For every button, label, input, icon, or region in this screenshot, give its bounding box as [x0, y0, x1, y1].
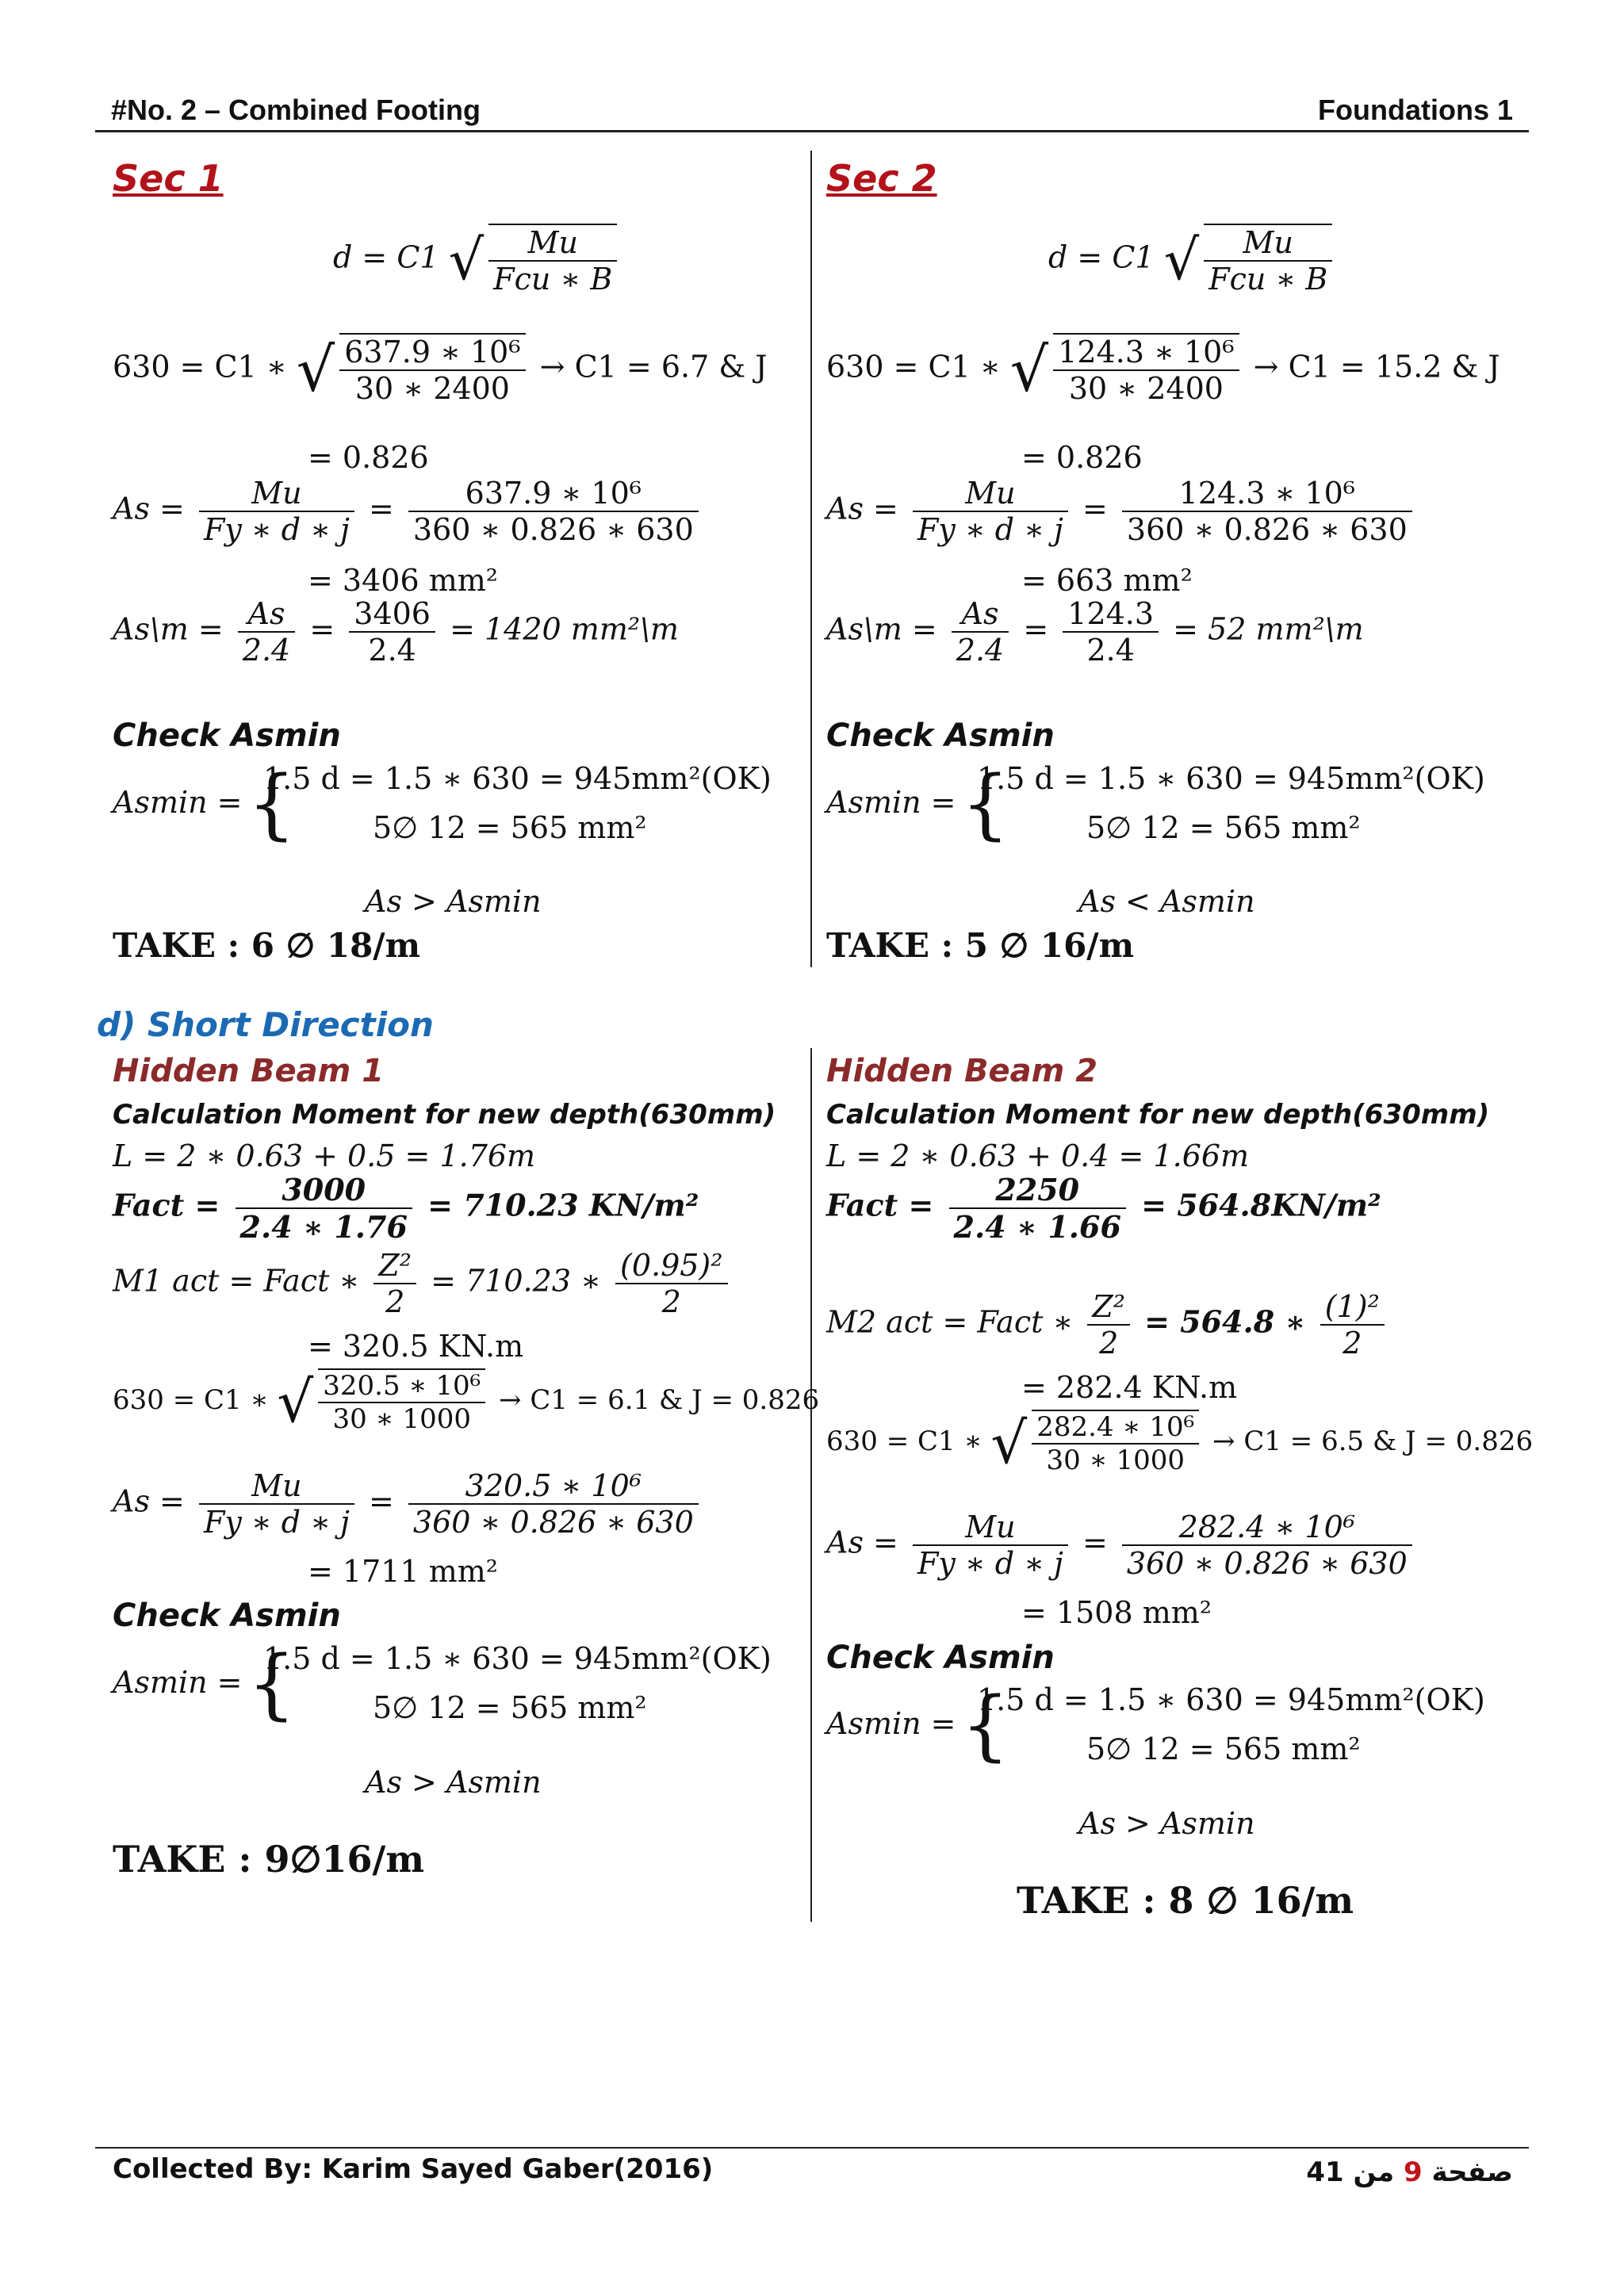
beam1-asmin-line2: 5∅ 12 = 565 mm² [373, 1690, 647, 1725]
sec2-compare: As < Asmin [1078, 884, 1255, 919]
footer-author: Collected By: Karim Sayed Gaber(2016) [113, 2153, 714, 2185]
sec2-c1-formula: 630 = C1 ∗ √ $\frac{\text{124.3 ∗ 10⁶}}{30 ∗ 2400}$ → C1 = 15.2 & J [826, 334, 1500, 406]
beam1-as-formula: As = $\frac{Mu}{Fy ∗ d ∗ j}$ = $\frac{\text{320.5 ∗ 10⁶}}{360 ∗ 0.826 ∗ 630}$ [113, 1468, 703, 1540]
footer-page-number: صفحة 9 من 41 [1306, 2156, 1513, 2188]
column-divider-top [810, 151, 812, 967]
beam2-asmin-label: Asmin = [826, 1706, 956, 1741]
sec1-title: Sec 1 [113, 157, 224, 200]
sec2-d-formula: d = C1 √ $\frac{Mu}{\text{Fcu ∗ B}}$ [1048, 224, 1337, 297]
beam1-moment-result: = 320.5 KN.m [308, 1329, 524, 1364]
beam1-fact: Fact = $\frac{3000}{2.4 ∗ 1.76}$ = 710.23 KN/m² [113, 1172, 699, 1245]
beam1-check-asmin: Check Asmin [113, 1598, 341, 1634]
sec1-asmin-line2: 5∅ 12 = 565 mm² [373, 810, 647, 845]
beam2-calc-heading: Calculation Moment for new depth(630mm) [826, 1099, 1490, 1131]
beam2-take: TAKE : 8 ∅ 16/m [1017, 1879, 1354, 1922]
sec2-as-formula: As = $\frac{Mu}{Fy ∗ d ∗ j}$ = $\frac{\text{124.3 ∗ 10⁶}}{360 ∗ 0.826 ∗ 630}$ [826, 476, 1417, 547]
beam1-as-result: = 1711 mm² [308, 1554, 499, 1589]
beam1-c1-formula: 630 = C1 ∗ √ $\frac{\text{320.5 ∗ 10⁶}}{30 ∗ 1000}$ → C1 = 6.1 & J = 0.826 [113, 1368, 820, 1435]
sec1-asmin-line1: 1.5 d = 1.5 ∗ 630 = 945mm²(OK) [263, 761, 772, 796]
column-divider-bottom [810, 1048, 812, 1922]
sec1-take: TAKE : 6 ∅ 18/m [113, 926, 421, 965]
beam1-calc-heading: Calculation Moment for new depth(630mm) [113, 1099, 776, 1131]
sec2-title: Sec 2 [826, 157, 937, 200]
beam2-check-asmin: Check Asmin [826, 1640, 1055, 1676]
beam1-asmin-line1: 1.5 d = 1.5 ∗ 630 = 945mm²(OK) [263, 1641, 772, 1676]
beam2-asmin-line1: 1.5 d = 1.5 ∗ 630 = 945mm²(OK) [977, 1682, 1485, 1717]
sec1-as-formula: As = $\frac{Mu}{Fy ∗ d ∗ j}$ = $\frac{\text{637.9 ∗ 10⁶}}{360 ∗ 0.826 ∗ 630}$ [113, 476, 703, 547]
beam2-moment: M2 act = Fact ∗ $\frac{\text{Z²}}{2}$ = 564.8 ∗ $\frac{\text{(1)²}}{2}$ [826, 1289, 1389, 1360]
sec1-as-result: = 3406 mm² [308, 563, 499, 598]
beam1-asmin-brace: { [247, 1640, 297, 1728]
sec1-d-formula: d = C1 √ $\frac{Mu}{\text{Fcu ∗ B}}$ [333, 224, 622, 297]
sec1-as-per-m: As\m = $\frac{As}{2.4}$ = $\frac{3406}{2.4}$ = 1420 mm²\m [113, 596, 679, 668]
sec1-compare: As > Asmin [365, 884, 542, 919]
sec1-c1-formula: 630 = C1 ∗ √ $\frac{\text{637.9 ∗ 10⁶}}{30 ∗ 2400}$ → C1 = 6.7 & J [113, 334, 768, 406]
header-subject: Foundations 1 [1318, 94, 1513, 126]
footer-rule [95, 2147, 1529, 2149]
beam2-asmin-line2: 5∅ 12 = 565 mm² [1086, 1732, 1361, 1766]
beam2-as-result: = 1508 mm² [1021, 1595, 1212, 1630]
beam2-c1-formula: 630 = C1 ∗ √ $\frac{\text{282.4 ∗ 10⁶}}{30 ∗ 1000}$ → C1 = 6.5 & J = 0.826 [826, 1410, 1534, 1476]
sec2-asmin-label: Asmin = [826, 785, 956, 820]
sec2-asmin-line2: 5∅ 12 = 565 mm² [1086, 810, 1361, 845]
sec1-check-asmin: Check Asmin [113, 718, 341, 754]
beam2-compare: As > Asmin [1078, 1806, 1255, 1841]
beam2-length: L = 2 ∗ 0.63 + 0.4 = 1.66m [826, 1138, 1250, 1173]
sec2-as-per-m: As\m = $\frac{As}{2.4}$ = $\frac{124.3}{2.4}$ = 52 mm²\m [826, 596, 1364, 668]
beam1-compare: As > Asmin [365, 1765, 542, 1800]
beam2-as-formula: As = $\frac{Mu}{Fy ∗ d ∗ j}$ = $\frac{\text{282.4 ∗ 10⁶}}{360 ∗ 0.826 ∗ 630}$ [826, 1510, 1417, 1581]
beam2-fact: Fact = $\frac{2250}{2.4 ∗ 1.66}$ = 564.8KN/m² [826, 1172, 1381, 1245]
sec1-asmin-label: Asmin = [113, 785, 243, 820]
sec2-asmin-brace: { [961, 760, 1010, 848]
beam1-asmin-label: Asmin = [113, 1665, 243, 1700]
sec2-check-asmin: Check Asmin [826, 718, 1055, 754]
sec2-j-value: = 0.826 [1021, 440, 1143, 475]
beam2-asmin-brace: { [961, 1681, 1010, 1770]
sec2-asmin-line1: 1.5 d = 1.5 ∗ 630 = 945mm²(OK) [977, 761, 1485, 796]
header-title: #No. 2 – Combined Footing [111, 94, 481, 126]
header-rule [95, 130, 1529, 132]
beam1-take: TAKE : 9∅16/m [113, 1838, 425, 1881]
beam1-title: Hidden Beam 1 [113, 1053, 385, 1089]
sec1-asmin-brace: { [247, 760, 297, 848]
beam1-moment: M1 act = Fact ∗ $\frac{\text{Z²}}{2}$ = 710.23 ∗ $\frac{\text{(0.95)²}}{2}$ [113, 1248, 733, 1319]
sec2-take: TAKE : 5 ∅ 16/m [826, 926, 1135, 965]
beam2-title: Hidden Beam 2 [826, 1053, 1098, 1089]
short-direction-heading: d) Short Direction [97, 1005, 434, 1044]
beam1-length: L = 2 ∗ 0.63 + 0.5 = 1.76m [113, 1138, 536, 1173]
sec2-as-result: = 663 mm² [1021, 563, 1193, 598]
sec1-j-value: = 0.826 [308, 440, 429, 475]
beam2-moment-result: = 282.4 KN.m [1021, 1370, 1238, 1405]
